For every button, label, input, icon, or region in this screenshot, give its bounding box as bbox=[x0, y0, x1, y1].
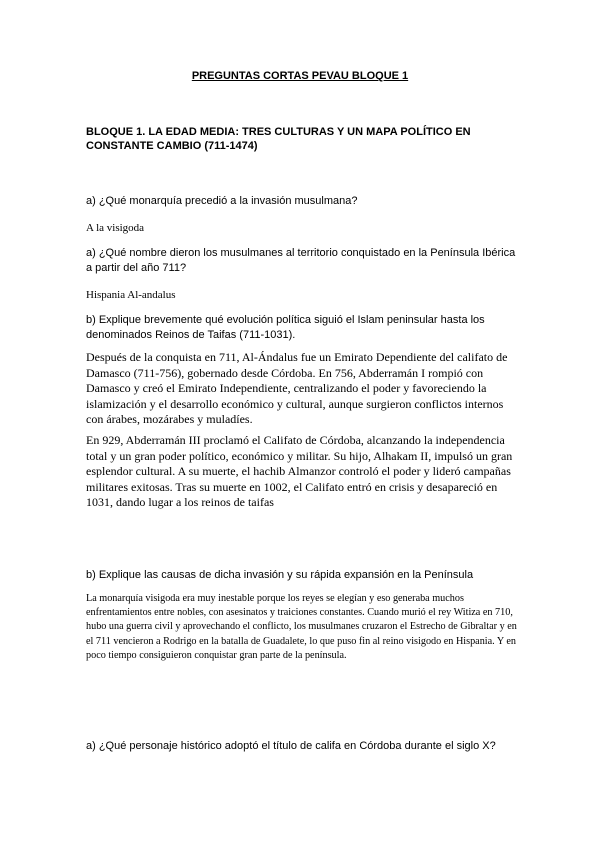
answer-3-paragraph-2: En 929, Abderramán III proclamó el Califato de Córdoba, alcanzando la independencia total y un gran poder político, económico y militar. Su hijo, Alhakam II, impulsó un gran esplendor cultural. A su muerte, el hachib Almanzor controló el poder y lideró campañas militares exitosas. Tras su muerte en 1002, el Califato entró en crisis y desapareció en 1031, dando lugar a los reinos de taifas bbox=[86, 433, 513, 509]
question-2: a) ¿Qué nombre dieron los musulmanes al territorio conquistado en la Península Ibérica a partir del año 711? bbox=[86, 247, 516, 274]
answer-4: La monarquía visigoda era muy inestable porque los reyes se elegían y eso generaba muchos enfrentamientos entre nobles, con asesinatos y traiciones constantes. Cuando murió el rey Witiza en 710, hubo una guerra civil y aprovechando el conflicto, los musulmanes cruzaron el Estrecho de Gibraltar y en el 711 vencieron a Rodrigo en la batalla de Guadalete, lo que puso fin al reino visigodo en Hispania. Y en poco tiempo consiguieron conquistar gran parte de la península. bbox=[86, 593, 517, 661]
question-5: a) ¿Qué personaje histórico adoptó el título de califa en Córdoba durante el siglo X? bbox=[86, 740, 496, 752]
question-3: b) Explique brevemente qué evolución política siguió el Islam peninsular hasta los denominados Reinos de Taifas (711-1031). bbox=[86, 314, 485, 341]
answer-3-paragraph-1: Después de la conquista en 711, Al-Ándalus fue un Emirato Dependiente del califato de Damasco (711-756), gobernado desde Córdoba. En 756, Abderramán I rompió con Damasco y creó el Emirato Independiente, centralizando el poder y favoreciendo la islamización y el desarrollo económico y cultural, aunque surgieron conflictos internos con árabes, mozárabes y muladíes. bbox=[86, 350, 508, 426]
question-1: a) ¿Qué monarquía precedió a la invasión musulmana? bbox=[86, 195, 358, 207]
page-title: PREGUNTAS CORTAS PEVAU BLOQUE 1 bbox=[191, 70, 409, 82]
answer-2: Hispania Al-andalus bbox=[86, 289, 176, 301]
block-heading: BLOQUE 1. LA EDAD MEDIA: TRES CULTURAS Y UN MAPA POLÍTICO EN CONSTANTE CAMBIO (711-1474) bbox=[86, 126, 471, 152]
answer-1: A la visigoda bbox=[86, 222, 145, 234]
question-4: b) Explique las causas de dicha invasión y su rápida expansión en la Península bbox=[86, 569, 474, 581]
